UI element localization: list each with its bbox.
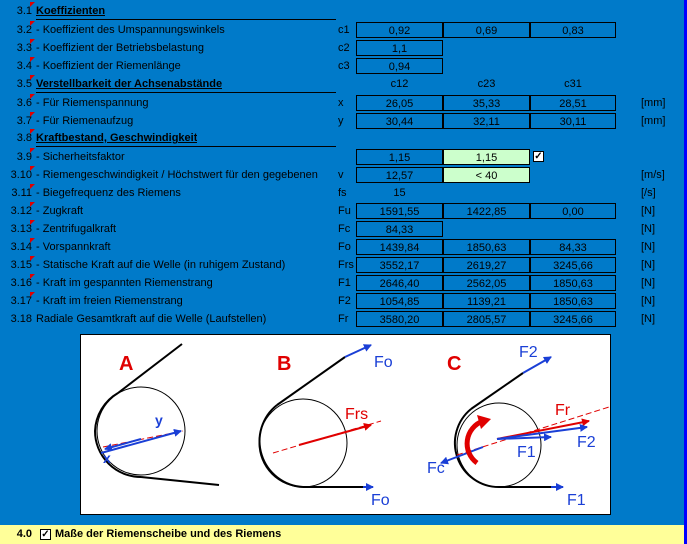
row-unit: [/s] [641, 187, 656, 199]
belt-arc-b [260, 405, 303, 487]
row-unit: [mm] [641, 115, 666, 127]
value-cell-c23[interactable]: 1422,85 [443, 203, 530, 219]
row-label: - Zugkraft [36, 205, 84, 217]
row-label: - Kraft im freien Riemenstrang [36, 295, 183, 307]
value-cell-c23[interactable]: 2619,27 [443, 257, 530, 273]
row-symbol: Fr [338, 313, 349, 325]
section-4-0-checkbox[interactable]: ✓ [41, 529, 50, 540]
row-symbol: Fo [338, 241, 351, 253]
row-3-7 [0, 112, 687, 130]
row-number: 3.11 [11, 187, 32, 199]
row-number: 4.0 [16, 528, 32, 540]
row-3-4 [0, 57, 687, 75]
rotation-arrowhead-c [477, 415, 491, 429]
row-symbol: c1 [338, 24, 350, 36]
label-fc-c: Fc [427, 460, 445, 477]
row-label: Radiale Gesamtkraft auf die Welle (Laufstellen) [36, 313, 267, 325]
row-label: - Zentrifugalkraft [36, 223, 117, 235]
row-number: 3.18 [10, 313, 32, 325]
row-symbol: fs [338, 187, 347, 199]
value-cell-c31[interactable]: 0,00 [530, 203, 616, 219]
label-f2-top-c: F2 [519, 344, 538, 361]
value-cell-c12[interactable]: 1439,84 [356, 239, 443, 255]
comment-marker[interactable] [30, 94, 35, 99]
comment-marker[interactable] [30, 21, 35, 26]
row-unit: [N] [641, 223, 656, 235]
row-3-14 [0, 238, 687, 256]
belt-force-diagram [80, 334, 611, 515]
row-symbol: Frs [338, 259, 354, 271]
section-3-1 [0, 2, 687, 20]
value-cell-c31[interactable]: 0,83 [530, 22, 616, 38]
row-label: - Biegefrequenz des Riemens [36, 187, 181, 199]
label-fo-bottom-b: Fo [371, 492, 390, 509]
diagram-b-title: B [277, 353, 292, 375]
row-3-11 [0, 184, 687, 202]
row-3-3 [0, 39, 687, 57]
row-label: - Kraft im gespannten Riemenstrang [36, 277, 213, 289]
section-3-5 [0, 75, 687, 93]
row-symbol: c2 [338, 42, 350, 54]
arrow-y-a [101, 431, 181, 453]
value-cell-c12[interactable]: 84,33 [356, 221, 443, 237]
value-cell-c23[interactable]: 1,15 [443, 149, 530, 165]
row-3-9 [0, 148, 687, 166]
safety-factor-checkbox[interactable]: ✓ [534, 151, 543, 162]
comment-marker[interactable] [30, 57, 35, 62]
value-cell-c23[interactable]: 35,33 [443, 95, 530, 111]
value-cell-c12[interactable]: 1,1 [356, 40, 443, 56]
value-cell-c31[interactable]: 84,33 [530, 239, 616, 255]
section-underline [36, 19, 336, 20]
label-y-a: y [155, 412, 163, 428]
value-cell-c12[interactable]: 1,15 [356, 149, 443, 165]
row-number: 3.5 [16, 78, 32, 90]
comment-marker[interactable] [30, 2, 35, 7]
section-underline [36, 146, 336, 147]
row-symbol: x [338, 97, 344, 109]
label-fo-top-b: Fo [374, 354, 393, 371]
comment-marker[interactable] [30, 148, 35, 153]
value-cell-c12[interactable]: 15 [393, 187, 406, 199]
label-frs-b: Frs [345, 406, 369, 423]
diagram-a [95, 344, 219, 485]
row-unit: [mm] [641, 97, 666, 109]
diagram-c [427, 344, 609, 509]
value-cell-c12[interactable]: 1054,85 [356, 293, 443, 309]
row-number: 3.16 [10, 277, 32, 289]
row-unit: [N] [641, 205, 656, 217]
value-cell-c31[interactable]: 3245,66 [530, 311, 616, 327]
row-number: 3.2 [16, 24, 32, 36]
value-cell-c12[interactable]: 12,57 [356, 167, 443, 183]
row-number: 3.6 [16, 97, 32, 109]
value-cell-c31[interactable]: 30,11 [530, 113, 616, 129]
row-number: 3.14 [10, 241, 32, 253]
belt-arc-c [455, 409, 499, 487]
value-cell-c23[interactable]: 2562,05 [443, 275, 530, 291]
row-label: - Riemengeschwindigkeit / Höchstwert für den gegebenen [36, 169, 318, 181]
row-unit: [N] [641, 277, 656, 289]
value-cell-c23[interactable]: 32,11 [443, 113, 530, 129]
diagram-b [259, 345, 393, 509]
row-symbol: v [338, 169, 344, 181]
row-3-16 [0, 274, 687, 292]
value-cell-c12[interactable]: 0,92 [356, 22, 443, 38]
belt-arc-a2 [95, 393, 118, 431]
row-3-10 [0, 166, 687, 184]
value-cell-c12[interactable]: 2646,40 [356, 275, 443, 291]
column-header-c23: c23 [477, 78, 496, 90]
row-number: 3.13 [10, 223, 32, 235]
section-underline [36, 92, 336, 93]
row-3-17 [0, 292, 687, 310]
belt-strand-lower-a [141, 477, 219, 485]
belt-arc-a [95, 431, 141, 477]
section-3-8 [0, 129, 687, 147]
section-title: Maße der Riemenscheibe und des Riemens [55, 528, 282, 540]
comment-marker[interactable] [30, 166, 35, 171]
row-number: 3.15 [10, 259, 32, 271]
row-number: 3.8 [16, 132, 32, 144]
row-number: 3.3 [16, 42, 32, 54]
row-label: - Koeffizient der Betriebsbelastung [36, 42, 204, 54]
comment-marker[interactable] [30, 238, 35, 243]
row-label: - Koeffizient des Umspannungswinkels [36, 24, 225, 36]
value-cell-c23[interactable]: < 40 [443, 167, 530, 183]
row-number: 3.7 [16, 115, 32, 127]
diagram-c-title: C [447, 353, 462, 375]
comment-marker[interactable] [30, 75, 35, 80]
row-unit: [m/s] [641, 169, 665, 181]
comment-marker[interactable] [30, 129, 35, 134]
comment-marker[interactable] [30, 220, 35, 225]
row-label: - Für Riemenspannung [36, 97, 149, 109]
arrow-fo-top-b [345, 345, 371, 357]
value-cell-c23[interactable]: 1850,63 [443, 239, 530, 255]
belt-strand-upper-c [471, 373, 523, 409]
row-label: - Statische Kraft auf die Welle (in ruhigem Zustand) [36, 259, 286, 271]
section-title: Kraftbestand, Geschwindigkeit [36, 132, 198, 144]
row-number: 3.17 [10, 295, 32, 307]
row-symbol: y [338, 115, 344, 127]
label-x-a: x [103, 450, 111, 466]
row-number: 3.1 [16, 5, 32, 17]
row-label: - Sicherheitsfaktor [36, 151, 125, 163]
value-cell-c12[interactable]: 3580,20 [356, 311, 443, 327]
label-f2-right-c: F2 [577, 434, 596, 451]
label-f1-c: F1 [517, 444, 536, 461]
row-label: - Vorspannkraft [36, 241, 111, 253]
row-number: 3.4 [16, 60, 32, 72]
value-cell-c31[interactable]: 1850,63 [530, 293, 616, 309]
row-3-13 [0, 220, 687, 238]
value-cell-c12[interactable]: 0,94 [356, 58, 443, 74]
label-fr-c: Fr [555, 402, 571, 419]
row-symbol: F1 [338, 277, 351, 289]
row-symbol: Fc [338, 223, 351, 235]
row-number: 3.9 [16, 151, 32, 163]
row-symbol: Fu [338, 205, 351, 217]
row-number: 3.10 [10, 169, 32, 181]
value-cell-c12[interactable]: 3552,17 [356, 257, 443, 273]
row-unit: [N] [641, 259, 656, 271]
section-title: Koeffizienten [36, 5, 106, 17]
row-unit: [N] [641, 313, 656, 325]
value-cell-c12[interactable]: 26,05 [356, 95, 443, 111]
arrow-frs-b [299, 425, 371, 445]
row-3-2 [0, 21, 687, 39]
row-label: - Koeffizient der Riemenlänge [36, 60, 181, 72]
row-unit: [N] [641, 295, 656, 307]
row-unit: [N] [641, 241, 656, 253]
value-cell-c31[interactable]: 1850,63 [530, 275, 616, 291]
comment-marker[interactable] [30, 112, 35, 117]
column-header-c31: c31 [564, 78, 582, 90]
value-cell-c23[interactable]: 0,69 [443, 22, 530, 38]
section-4-0-header[interactable] [0, 525, 687, 544]
comment-marker[interactable] [30, 184, 35, 189]
comment-marker[interactable] [30, 39, 35, 44]
value-cell-c12[interactable]: 30,44 [356, 113, 443, 129]
comment-marker[interactable] [30, 202, 35, 207]
value-cell-c12[interactable]: 1591,55 [356, 203, 443, 219]
row-3-12 [0, 202, 687, 220]
value-cell-c23[interactable]: 2805,57 [443, 311, 530, 327]
comment-marker[interactable] [30, 292, 35, 297]
value-cell-c23[interactable]: 1139,21 [443, 293, 530, 309]
comment-marker[interactable] [30, 274, 35, 279]
row-label: - Für Riemenaufzug [36, 115, 134, 127]
row-symbol: F2 [338, 295, 351, 307]
value-cell-c31[interactable]: 3245,66 [530, 257, 616, 273]
row-3-15 [0, 256, 687, 274]
column-header-c12: c12 [390, 78, 409, 90]
value-cell-c31[interactable]: 28,51 [530, 95, 616, 111]
row-3-6 [0, 94, 687, 112]
diagram-a-title: A [119, 353, 134, 375]
label-f1-bottom-c: F1 [567, 492, 586, 509]
row-symbol: c3 [338, 60, 350, 72]
row-3-18 [0, 310, 687, 328]
row-number: 3.12 [10, 205, 32, 217]
diagram-svg [81, 335, 610, 514]
section-title: Verstellbarkeit der Achsenabstände [36, 78, 223, 90]
comment-marker[interactable] [30, 256, 35, 261]
